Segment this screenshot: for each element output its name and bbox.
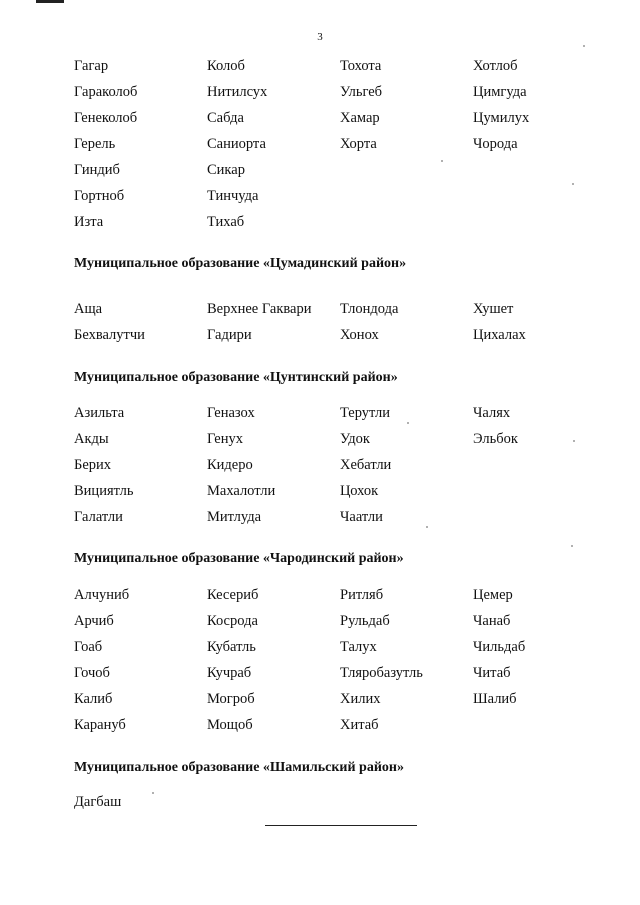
settlement-name: Азильта: [74, 405, 125, 421]
settlement-name: Ритляб: [340, 587, 384, 603]
scan-speck: [441, 160, 443, 162]
settlement-name: Гараколоб: [74, 84, 138, 100]
settlement-name: Косрода: [207, 613, 258, 629]
page-number: 3: [317, 31, 323, 43]
settlement-name: Хонох: [340, 327, 379, 343]
settlement-name: Генух: [207, 431, 243, 447]
settlement-name: Гоаб: [74, 639, 103, 655]
settlement-name: Алчуниб: [74, 587, 130, 603]
settlement-name: Сикар: [207, 162, 245, 178]
settlement-name: Тляробазутль: [340, 665, 423, 681]
settlement-name: Талух: [340, 639, 377, 655]
settlement-name: Гортноб: [74, 188, 125, 204]
settlement-name: Гиндиб: [74, 162, 120, 178]
settlement-name: Хебатли: [340, 457, 392, 473]
scan-speck: [583, 45, 585, 47]
settlement-name: Рульдаб: [340, 613, 390, 629]
settlement-name: Чаатли: [340, 509, 383, 525]
settlement-name: Кесериб: [207, 587, 259, 603]
scan-speck: [407, 422, 409, 424]
settlement-name: Хушет: [473, 301, 514, 317]
settlement-name: Верхнее Гаквари: [207, 301, 312, 317]
settlement-name: Чорода: [473, 136, 518, 152]
settlement-name: Чильдаб: [473, 639, 526, 655]
settlement-name: Митлуда: [207, 509, 262, 525]
section-heading: Муниципальное образование «Чародинский район»: [74, 551, 404, 566]
settlement-name: Гадири: [207, 327, 252, 343]
settlement-name: Шалиб: [473, 691, 517, 707]
settlement-name: Цимгуда: [473, 84, 527, 100]
settlement-name: Бехвалутчи: [74, 327, 145, 343]
settlement-name: Кубатль: [207, 639, 256, 655]
settlement-name: Тлондода: [340, 301, 399, 317]
scan-speck: [571, 545, 573, 547]
settlement-name: Тинчуда: [207, 188, 259, 204]
settlement-name: Цихалах: [473, 327, 526, 343]
scan-speck: [152, 792, 154, 794]
section-heading: Муниципальное образование «Шамильский район»: [74, 760, 404, 775]
settlement-name: Тохота: [340, 58, 382, 74]
settlement-name: Герель: [74, 136, 116, 152]
settlement-name: Галатли: [74, 509, 123, 525]
settlement-name: Калиб: [74, 691, 113, 707]
settlement-name: Геназох: [207, 405, 255, 421]
settlement-name: Читаб: [473, 665, 511, 681]
settlement-name: Цохок: [340, 483, 379, 499]
settlement-name: Саниорта: [207, 136, 266, 152]
settlement-name: Изта: [74, 214, 104, 230]
settlement-name: Чанаб: [473, 613, 511, 629]
scan-speck: [573, 440, 575, 442]
scan-edge-mark: [36, 0, 64, 3]
settlement-name: Хитаб: [340, 717, 379, 733]
scan-speck: [426, 526, 428, 528]
settlement-name: Цумилух: [473, 110, 530, 126]
settlement-name: Хилих: [340, 691, 381, 707]
settlement-name: Берих: [74, 457, 112, 473]
settlement-name: Могроб: [207, 691, 255, 707]
settlement-name: Терутли: [340, 405, 391, 421]
settlement-name: Генеколоб: [74, 110, 138, 126]
settlement-name: Цемер: [473, 587, 513, 603]
settlement-name: Вициятль: [74, 483, 134, 499]
settlement-name: Эльбок: [473, 431, 518, 447]
settlement-name: Гочоб: [74, 665, 110, 681]
settlement-name: Чалях: [473, 405, 511, 421]
settlement-name: Кидеро: [207, 457, 253, 473]
closing-rule: [265, 825, 417, 826]
settlement-name: Акды: [74, 431, 109, 447]
section-heading: Муниципальное образование «Цунтинский район»: [74, 370, 398, 385]
scan-speck: [572, 183, 574, 185]
settlement-name: Хорта: [340, 136, 377, 152]
settlement-name: Карануб: [74, 717, 126, 733]
settlement-name: Аща: [74, 301, 103, 317]
settlement-name: Колоб: [207, 58, 245, 74]
settlement-name: Сабда: [207, 110, 244, 126]
settlement-name: Ульгеб: [340, 84, 383, 100]
settlement-name: Гагар: [74, 58, 109, 74]
settlement-name: Тихаб: [207, 214, 245, 230]
settlement-name: Мощоб: [207, 717, 253, 733]
settlement-name: Махалотли: [207, 483, 276, 499]
settlement-name: Нитилсух: [207, 84, 268, 100]
settlement-name: Удок: [340, 431, 370, 447]
settlement-name: Хотлоб: [473, 58, 518, 74]
settlement-name: Дагбаш: [74, 794, 122, 810]
settlement-name: Кучраб: [207, 665, 252, 681]
settlement-name: Хамар: [340, 110, 380, 126]
section-heading: Муниципальное образование «Цумадинский район»: [74, 256, 407, 271]
settlement-name: Арчиб: [74, 613, 114, 629]
